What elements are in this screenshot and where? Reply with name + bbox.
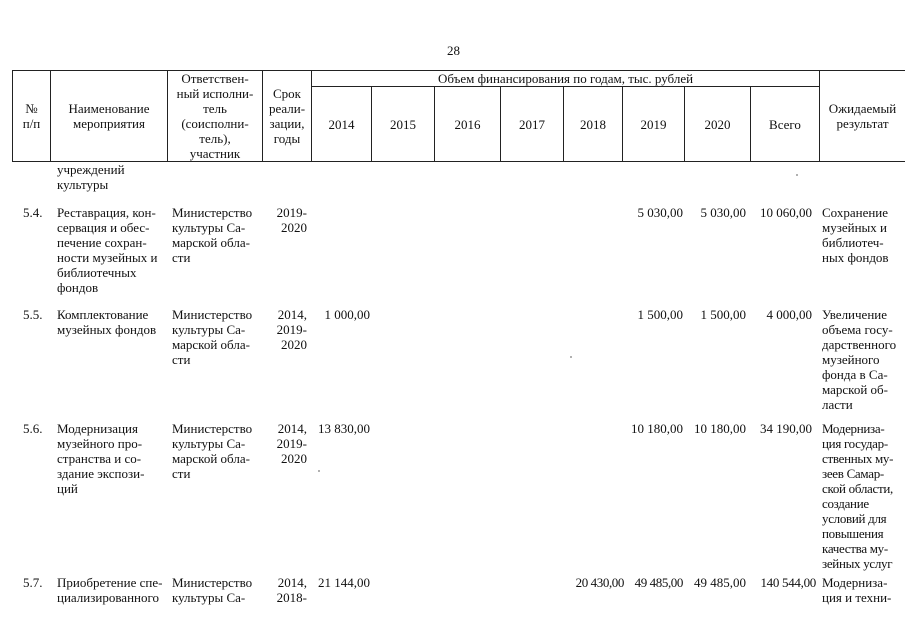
value-2020: 10 180,00	[694, 421, 746, 436]
row-number: 5.7.	[23, 575, 43, 590]
value-total: 34 190,00	[760, 421, 812, 436]
row-result: Модерниза- ция и техни-	[822, 575, 892, 605]
value-2014: 21 144,00	[318, 575, 370, 590]
row-term: 2014, 2019- 2020	[276, 307, 307, 352]
header-year: 2020	[704, 117, 731, 132]
row-name: Приобретение спе- циализированного	[57, 575, 163, 605]
row-name: Комплектование музейных фондов	[57, 307, 157, 337]
row-result: Увеличение объема госу- дарственного музейного фонда в Са- марской об- ласти	[822, 307, 897, 412]
scan-speck	[318, 470, 320, 472]
header-year: 2017	[519, 117, 545, 132]
value-2014: 13 830,00	[318, 421, 370, 436]
header-term: Срок реали- зации, годы	[268, 86, 306, 146]
row-executor: Министерство культуры Са-	[172, 575, 253, 605]
value-total: 140 544,00	[760, 575, 816, 590]
row-result: Сохранение музейных и библиотеч- ных фондов	[822, 205, 889, 265]
funding-subheader-border	[311, 86, 819, 87]
header-year: 2014	[328, 117, 355, 132]
row-executor: Министерство культуры Са- марской обла- сти	[172, 421, 253, 481]
row-number: 5.4.	[23, 205, 43, 220]
value-2019: 10 180,00	[631, 421, 683, 436]
value-total: 10 060,00	[760, 205, 812, 220]
row-result: Модерниза- ция государ- ственных му- зеев Самар- ской области, создание условий для повышения качества му- зейных услуг	[822, 421, 894, 571]
header-executor: Ответствен- ный исполни- тель (соисполни- тель), участник	[176, 71, 254, 161]
value-2019: 1 500,00	[637, 307, 683, 322]
value-2018: 20 430,00	[575, 575, 624, 590]
row-number: 5.5.	[23, 307, 43, 322]
header-year: 2019	[640, 117, 667, 132]
row-term: 2014, 2019- 2020	[276, 421, 307, 466]
header-year: 2015	[390, 117, 416, 132]
row-term: 2014, 2018-	[276, 575, 307, 605]
header-year: 2016	[454, 117, 481, 132]
row-executor: Министерство культуры Са- марской обла- сти	[172, 307, 253, 367]
row-executor: Министерство культуры Са- марской обла- сти	[172, 205, 253, 265]
row-name: Модернизация музейного про- странства и со- здание экспози- ций	[57, 421, 145, 496]
header-year: 2018	[580, 117, 606, 132]
header-bottom-border	[12, 161, 905, 162]
header-name: Наименование мероприятия	[68, 101, 150, 131]
scan-speck	[570, 356, 572, 358]
page-number: 28	[447, 43, 460, 58]
header-result: Ожидаемый результат	[828, 101, 897, 131]
value-2014: 1 000,00	[324, 307, 370, 322]
value-2019: 49 485,00	[634, 575, 683, 590]
value-2020: 5 030,00	[700, 205, 746, 220]
header-total: Всего	[769, 117, 801, 132]
scan-speck	[796, 174, 798, 176]
value-total: 4 000,00	[766, 307, 812, 322]
row-term: 2019- 2020	[276, 205, 307, 235]
value-2019: 5 030,00	[637, 205, 683, 220]
row-number: 5.6.	[23, 421, 43, 436]
carryover-text: учреждений культуры	[57, 162, 125, 192]
row-name: Реставрация, кон- сервация и обес- печение сохран- ности музейных и библиотечных фондов	[57, 205, 158, 295]
header-num: № п/п	[22, 101, 41, 131]
value-2020: 49 485,00	[694, 575, 746, 590]
header-funding-title: Объем финансирования по годам, тыс. рублей	[437, 71, 694, 86]
value-2020: 1 500,00	[700, 307, 746, 322]
